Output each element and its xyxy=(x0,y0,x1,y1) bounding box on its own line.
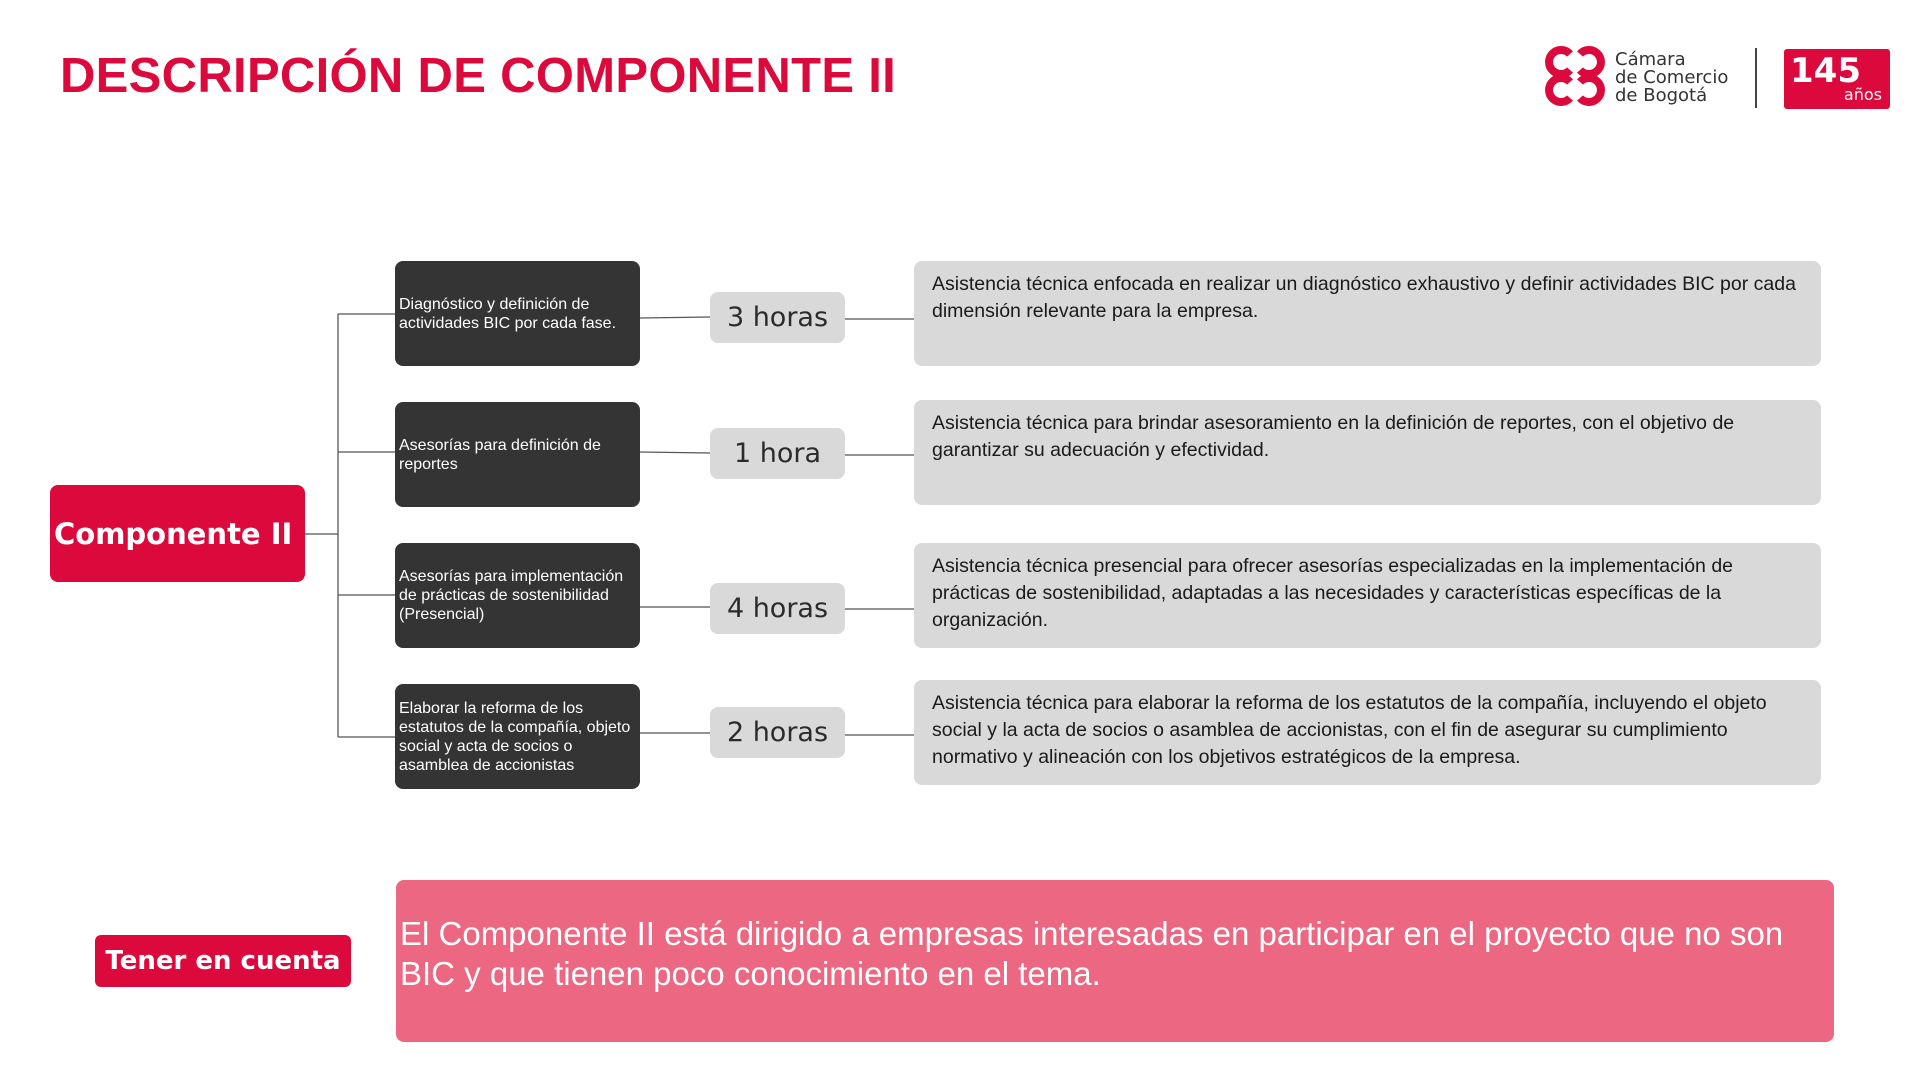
logo-line-1: Cámara xyxy=(1615,49,1686,70)
hours-badge-3: 4 horas xyxy=(710,583,845,634)
description-box-3: Asistencia técnica presencial para ofrecer asesorías especializadas en la implementación de prácticas de sostenibilidad, adaptadas a las necesidades y características específicas de la organización. xyxy=(914,543,1821,648)
connector-task-hours-2 xyxy=(640,452,710,453)
logo-line-3: de Bogotá xyxy=(1615,85,1708,106)
hours-badge-1: 3 horas xyxy=(710,292,845,343)
note-label: Tener en cuenta xyxy=(95,935,351,987)
hours-badge-2: 1 hora xyxy=(710,428,845,479)
description-box-4: Asistencia técnica para elaborar la reforma de los estatutos de la compañía, incluyendo el objeto social y la acta de socios o asamblea de accionistas, con el fin de asegurar su cumplimiento normativo y alineación con los objetivos estratégicos de la empresa. xyxy=(914,680,1821,785)
task-label-1: Diagnóstico y definición de actividades BIC por cada fase. xyxy=(399,295,617,332)
anniversary-label: años xyxy=(1843,85,1882,104)
task-label-2: Asesorías para definición de reportes xyxy=(399,436,601,473)
task-node-3 xyxy=(395,543,640,648)
note-text-box: El Componente II está dirigido a empresas interesadas en participar en el proyecto que no son BIC y que tienen poco conocimiento en el tema. xyxy=(396,880,1834,1042)
root-node-componente: Componente II xyxy=(50,485,305,582)
logo-line-2: de Comercio xyxy=(1615,67,1729,88)
task-label-4: Elaborar la reforma de los estatutos de la compañía, objeto social y acta de socios o asamblea de accionistas xyxy=(399,699,631,774)
task-node-1 xyxy=(395,261,640,366)
task-node-4 xyxy=(395,684,640,789)
description-box-1: Asistencia técnica enfocada en realizar un diagnóstico exhaustivo y definir actividades BIC por cada dimensión relevante para la empresa. xyxy=(914,261,1821,366)
hours-badge-4: 2 horas xyxy=(710,707,845,758)
anniversary-number: 145 xyxy=(1790,51,1861,91)
description-box-2: Asistencia técnica para brindar asesoramiento en la definición de reportes, con el objetivo de garantizar su adecuación y efectividad. xyxy=(914,400,1821,505)
connector-task-hours-1 xyxy=(640,317,710,318)
task-node-2 xyxy=(395,402,640,507)
page-title: DESCRIPCIÓN DE COMPONENTE II xyxy=(60,49,897,103)
task-label-3: Asesorías para implementación de prácticas de sostenibilidad (Presencial) xyxy=(399,568,624,623)
